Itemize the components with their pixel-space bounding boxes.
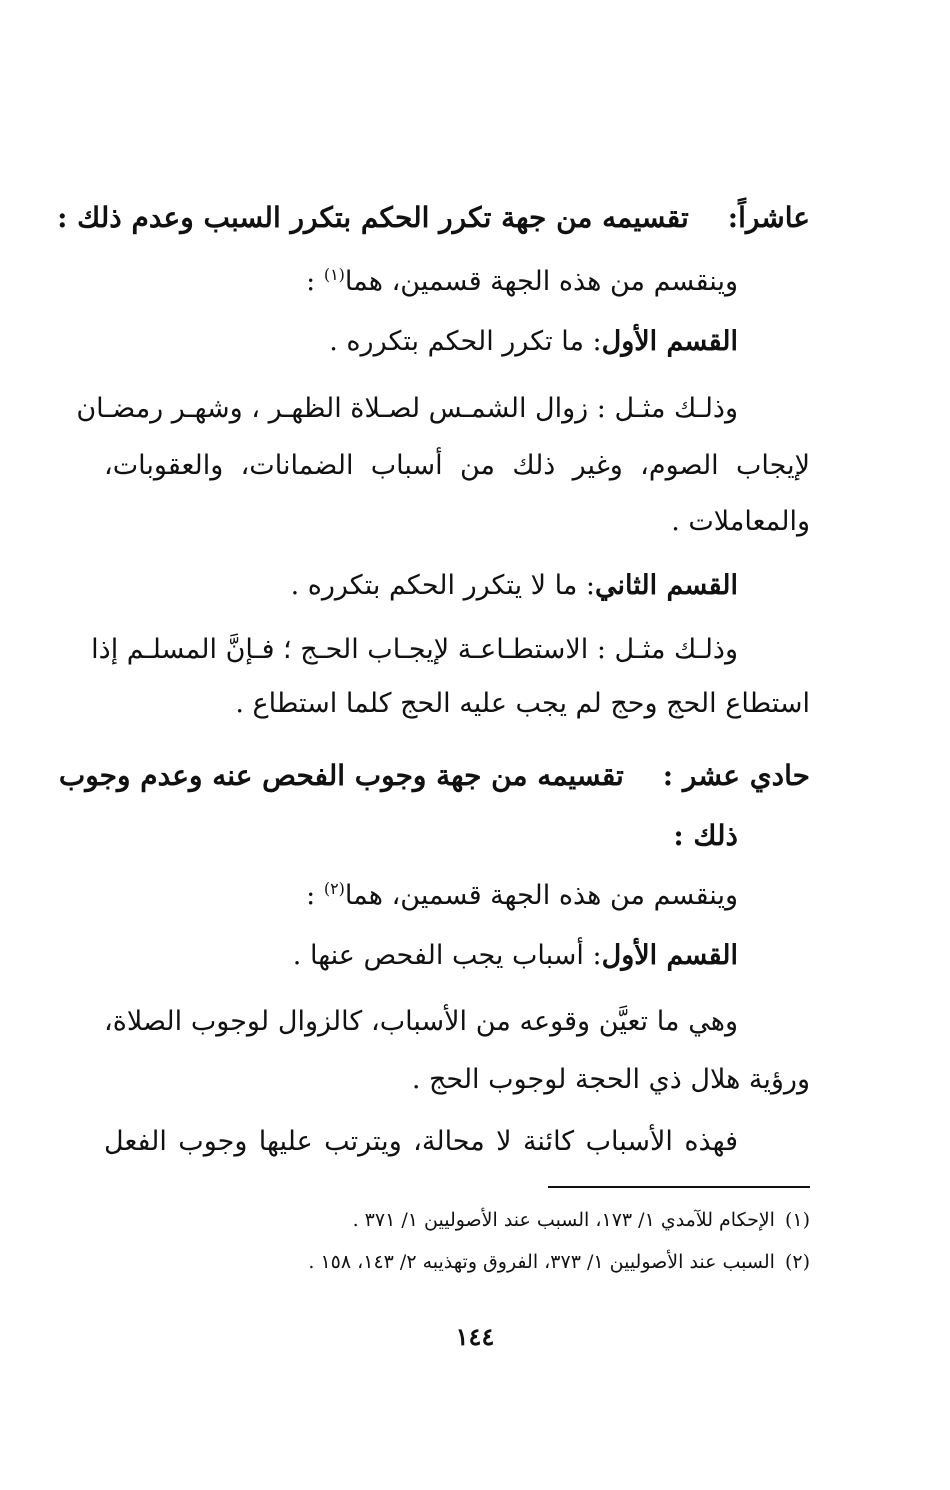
section-10-heading <box>57 198 810 238</box>
footnote-2-number: (٢) <box>784 1251 810 1273</box>
section-10-intro-colon: : <box>306 266 324 297</box>
section-10-part-1 <box>104 322 738 362</box>
section-11-explain-line-2: ورؤية هلال ذي الحجة لوجوب الحج . <box>411 1064 810 1095</box>
section-11-intro-colon: : <box>306 880 324 911</box>
footnote-ref-2: (٢) <box>323 879 345 898</box>
footnote-1-text: الإحكام للآمدي ١/ ١٧٣، السبب عند الأصوليين ١/ ٣٧١ . <box>352 1209 775 1231</box>
section-10-example-2-line-1: وذلـك مثـل : الاستطـاعـة لإيجـاب الحـج ؛ فـإنَّ المسلـم إذا <box>91 634 738 665</box>
section-10-example-1-line-1: وذلـك مثـل : زوال الشمـس لصـلاة الظهـر ، وشهـر رمضـان <box>76 393 738 424</box>
section-10-intro <box>104 262 738 302</box>
section-11-intro <box>104 876 738 916</box>
section-11-heading-label: حادي عشر : <box>662 759 810 792</box>
section-10-example-2-line-2: استطاع الحج وحج لم يجب عليه الحج كلما استطاع . <box>235 688 810 719</box>
section-10-intro-text: وينقسم من هذه الجهة قسمين، هما <box>344 266 738 297</box>
section-11-heading-line-2: ذلك : <box>673 819 738 852</box>
page-number: ١٤٤ <box>455 1322 495 1351</box>
section-10-heading-text: تقسيمه من جهة تكرر الحكم بتكرر السبب وعدم ذلك : <box>57 201 689 234</box>
section-11-heading-text: تقسيمه من جهة وجوب الفحص عنه وعدم وجوب <box>58 759 624 792</box>
footnote-2-text: السبب عند الأصوليين ١/ ٣٧٣، الفروق وتهذيبه ٢/ ١٤٣، ١٥٨ . <box>308 1251 775 1273</box>
section-11-part-1 <box>104 936 738 976</box>
section-10-example-1-line-3: والمعاملات . <box>671 506 810 537</box>
section-11-explain-line-1: وهي ما تعيَّن وقوعه من الأسباب، كالزوال لوجوب الصلاة، <box>104 1006 738 1037</box>
footnote-2 <box>200 1248 810 1276</box>
section-10-heading-label: عاشراً: <box>727 201 810 234</box>
footnote-1-number: (١) <box>784 1209 810 1231</box>
section-10-example-1-line-2: لإيجاب الصوم، وغير ذلك من أسباب الضمانات، والعقوبات، <box>104 450 810 481</box>
section-10-part-1-label: القسم الأول <box>601 326 738 357</box>
section-11-part-1-text: : أسباب يجب الفحص عنها . <box>292 940 602 971</box>
section-10-part-2-label: القسم الثاني <box>595 570 738 601</box>
section-10-part-1-text: : ما تكرر الحكم بتكرره . <box>329 326 602 357</box>
section-11-heading-line-1 <box>58 756 810 796</box>
section-10-part-2 <box>104 566 738 606</box>
section-11-continue-line-1: فهذه الأسباب كائنة لا محالة، ويترتب عليها وجوب الفعل <box>104 1126 738 1157</box>
section-11-part-1-label: القسم الأول <box>601 940 738 971</box>
footnote-ref-1: (١) <box>323 265 345 284</box>
section-10-part-2-text: : ما لا يتكرر الحكم بتكرره . <box>290 570 596 601</box>
footnote-divider <box>548 1186 810 1188</box>
section-11-intro-text: وينقسم من هذه الجهة قسمين، هما <box>344 880 738 911</box>
footnote-1 <box>200 1206 810 1234</box>
